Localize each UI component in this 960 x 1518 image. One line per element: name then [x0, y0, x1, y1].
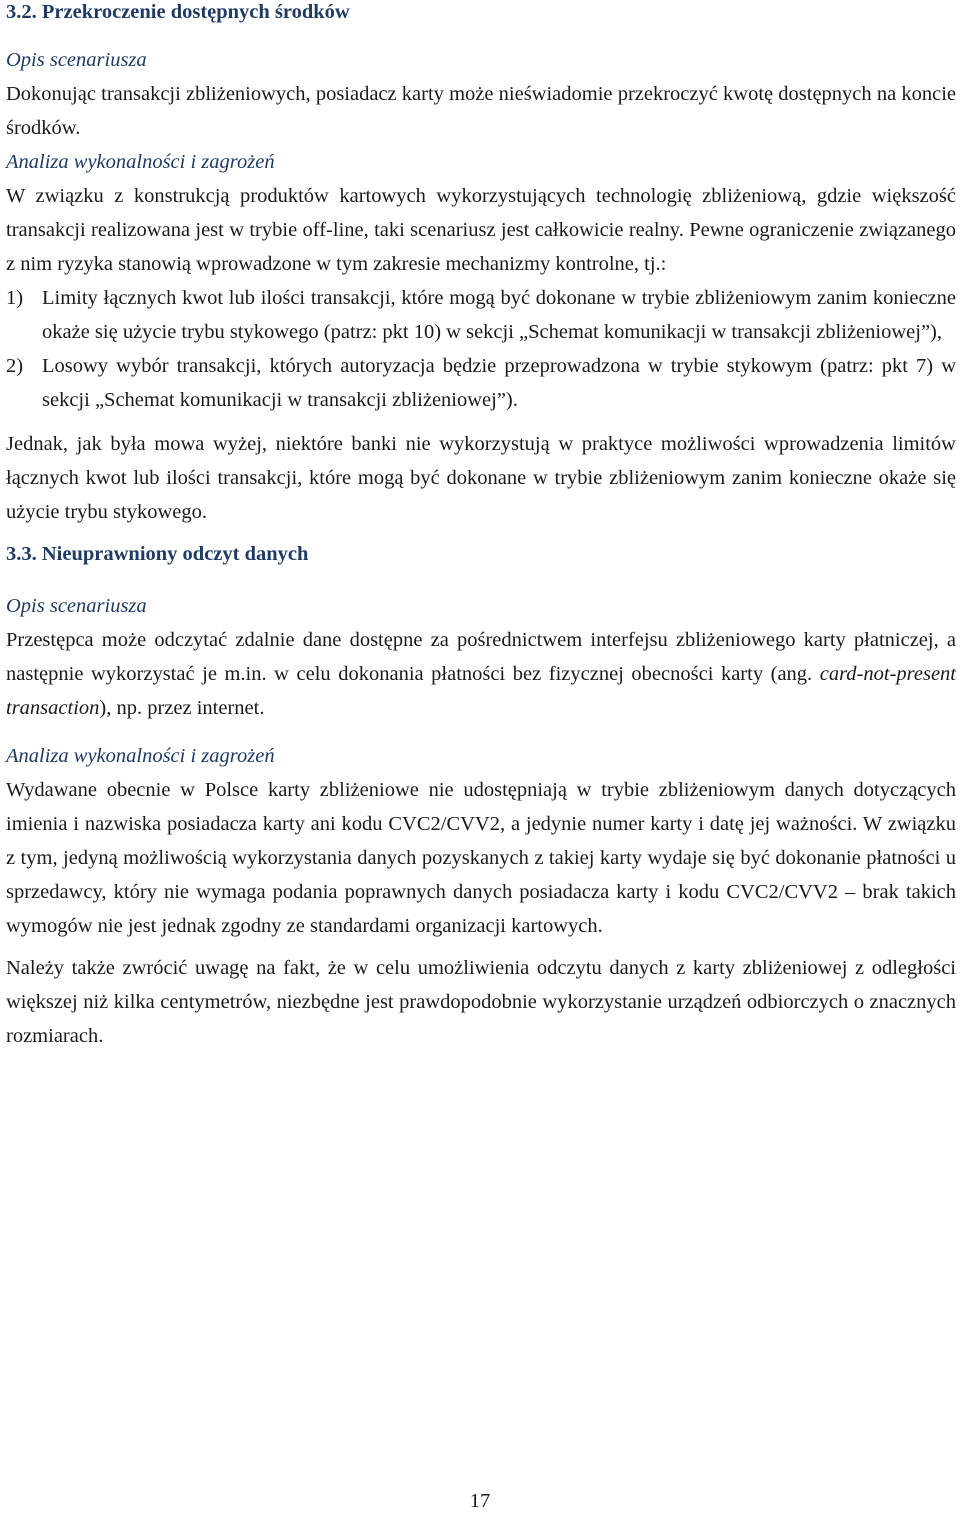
closing-paragraph: Jednak, jak była mowa wyżej, niektóre banki nie wykorzystują w praktyce możliwości wprowadzenia limitów łącznych kwot lub ilości transakcji, które mogą być dokonane w trybie zbliżeniowym zanim konieczne okaże się użycie trybu stykowego.	[6, 433, 956, 523]
risk-analysis-text	[6, 179, 956, 281]
risk-analysis-text: Wydawane obecnie w Polsce karty zbliżeniowe nie udostępniają w trybie zbliżeniowym danych dotyczących imienia i nazwiska posiadacza karty ani kodu CVC2/CVV2, a jedynie numer karty i datę jej ważności. W związku z tym, jedyną możliwością wykorzystania danych pozyskanych z takiej karty wydaje się być dokonanie płatności u sprzedawcy, który nie wymaga podania poprawnych danych posiadacza karty i kodu CVC2/CVV2 – brak takich wymogów nie jest jednak zgodny ze standardami organizacji kartowych.	[6, 779, 956, 937]
list-item-text: Losowy wybór transakcji, których autoryzacja będzie przeprowadzona w trybie stykowym (patrz: pkt 7) w sekcji „Schemat komunikacji w transakcji zbliżeniowej”).	[42, 355, 956, 411]
page-content	[6, 0, 956, 1053]
risk-analysis-sentence-1: W związku z konstrukcją produktów kartowych wykorzystujących technologię zbliżeniową, gdzie większość transakcji realizowana jest w trybie off-line, taki scenariusz jest całkowicie realny.	[6, 185, 956, 241]
section-heading-3-3: 3.3. Nieuprawniony odczyt danych	[6, 543, 309, 565]
scenario-description-label: Opis scenariusza	[6, 49, 147, 71]
scenario-description-text	[6, 623, 956, 725]
closing-paragraph: Należy także zwrócić uwagę na fakt, że w celu umożliwienia odczytu danych z karty zbliżeniowej z odległości większej niż kilka centymetrów, niezbędne jest prawdopodobnie wykorzystanie urządzeń odbiorczych o znacznych rozmiarach.	[6, 957, 956, 1047]
list-item-text: Limity łącznych kwot lub ilości transakcji, które mogą być dokonane w trybie zbliżeniowym zanim konieczne okaże się użycie trybu stykowego (patrz: pkt 10) w sekcji „Schemat komunikacji w transakcji zbliżeniowej”),	[42, 287, 956, 343]
list-item	[6, 281, 956, 349]
risk-analysis-label: Analiza wykonalności i zagrożeń	[6, 151, 275, 173]
risk-analysis-sentence-2: Pewne ograniczenie związanego z nim ryzyka stanowią wprowadzone w tym zakresie mechanizmy kontrolne, tj.:	[6, 219, 956, 275]
risk-analysis-label: Analiza wykonalności i zagrożeń	[6, 745, 275, 767]
page-number: 17	[469, 1490, 491, 1512]
scenario-text-italic-term: card-not-present transaction	[6, 663, 956, 719]
list-item	[6, 349, 956, 417]
control-mechanisms-list	[6, 281, 956, 417]
scenario-text-part-a: Przestępca może odczytać zdalnie dane dostępne za pośrednictwem interfejsu zbliżeniowego karty płatniczej, a następnie wykorzystać je m.in. w celu dokonania płatności bez fizycznej obecności karty (ang.	[6, 629, 956, 685]
scenario-description-label: Opis scenariusza	[6, 595, 147, 617]
list-item-number: 1)	[6, 287, 24, 309]
scenario-description-text: Dokonując transakcji zbliżeniowych, posiadacz karty może nieświadomie przekroczyć kwotę dostępnych na koncie środków.	[6, 83, 956, 139]
scenario-text-part-b: ), np. przez internet.	[99, 697, 265, 719]
section-heading-3-2: 3.2. Przekroczenie dostępnych środków	[6, 1, 350, 23]
list-item-number: 2)	[6, 355, 24, 377]
